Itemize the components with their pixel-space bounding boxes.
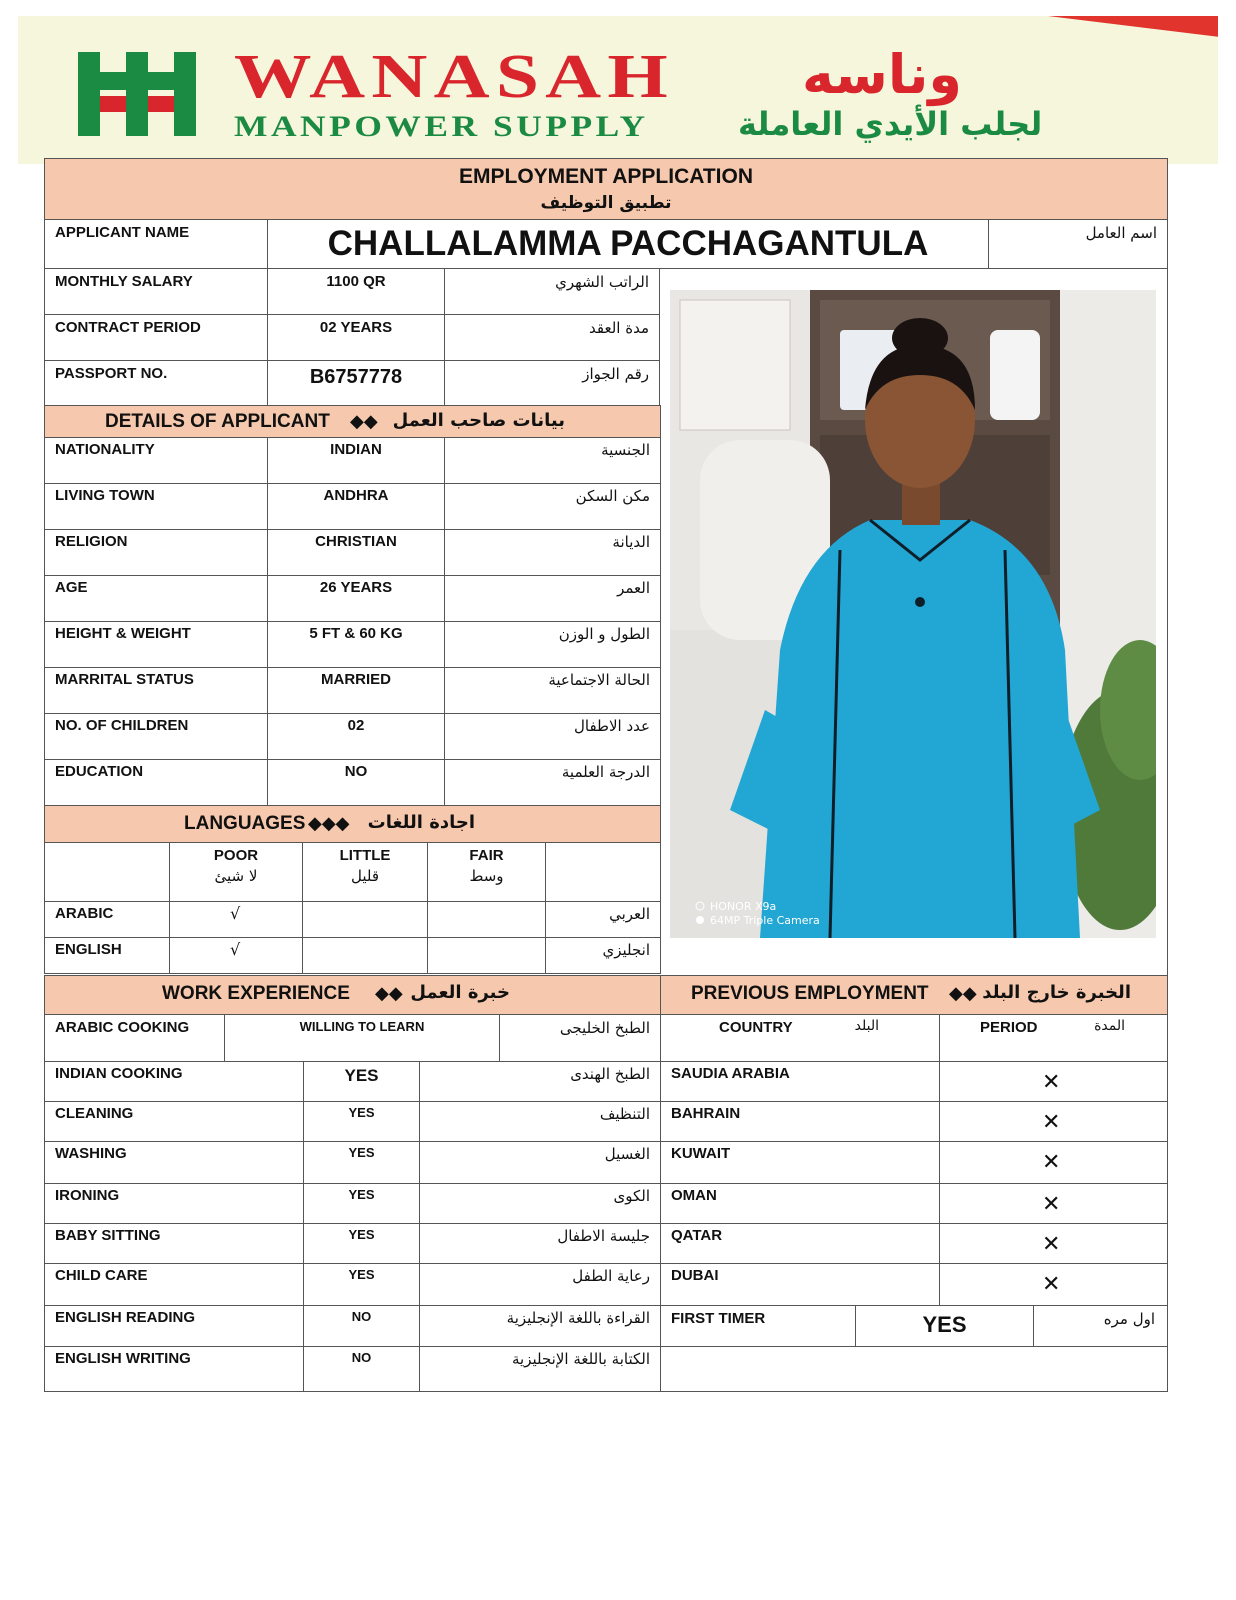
brand-name: WANASAH <box>234 43 674 111</box>
period-row-cell <box>939 1183 1168 1224</box>
first-timer-value-cell <box>855 1305 1034 1347</box>
detail-label-cell <box>44 621 268 668</box>
detail-label: AGE <box>55 579 88 596</box>
detail-label-arabic: الحالة الاجتماعية <box>548 671 650 689</box>
period-row-cell <box>939 1101 1168 1142</box>
period-row-cell <box>939 1263 1168 1306</box>
work-row-label-ar-cell <box>499 1014 661 1062</box>
detail-label-cell <box>44 483 268 530</box>
work-experience-title-arabic: خبرة العمل <box>410 982 510 1003</box>
detail-label-arabic: الديانة <box>612 533 650 551</box>
language-row-cell <box>545 901 661 938</box>
detail-label-cell <box>44 759 268 806</box>
country-name: KUWAIT <box>671 1145 731 1162</box>
period-row-cell <box>939 1141 1168 1184</box>
detail-label-cell <box>44 437 268 484</box>
detail-label: RELIGION <box>55 533 128 550</box>
work-row-value-cell <box>303 1101 420 1142</box>
detail-value: 5 FT & 60 KG <box>309 625 403 642</box>
language-row-cell <box>302 901 428 938</box>
brand-name-arabic: وناسه <box>802 43 962 106</box>
checkmark-icon: √ <box>230 904 241 923</box>
language-name-arabic: انجليزي <box>602 941 650 959</box>
period-row-cell <box>939 1061 1168 1102</box>
language-row-cell <box>545 937 661 974</box>
detail-label: NATIONALITY <box>55 441 155 458</box>
work-row-label-cell <box>44 1263 304 1306</box>
country-row-cell <box>660 1141 940 1184</box>
work-skill-label-arabic: رعاية الطفل <box>572 1267 650 1285</box>
info-label-cell <box>44 360 268 407</box>
camera-watermark-line2: 64MP Triple Camera <box>710 914 820 927</box>
work-row-label-ar-cell <box>419 1305 661 1347</box>
language-level: POOR <box>213 847 259 864</box>
language-level-header-cell <box>427 842 546 902</box>
applicant-name-cell <box>267 219 989 269</box>
language-row-cell <box>427 937 546 974</box>
work-skill-label-arabic: القراءة باللغة الإنجليزية <box>506 1309 650 1327</box>
work-row-label-cell <box>44 1141 304 1184</box>
work-row-label-ar-cell <box>419 1101 661 1142</box>
work-row-label-cell <box>44 1305 304 1347</box>
country-name: SAUDIA ARABIA <box>671 1065 790 1082</box>
detail-value-cell <box>267 437 445 484</box>
work-skill-value: NO <box>351 1309 372 1324</box>
form-title-bar <box>44 158 1168 220</box>
work-row-label-ar-cell <box>419 1061 661 1102</box>
cross-icon: ✕ <box>1042 1192 1061 1217</box>
language-level-arabic: لا شيئ <box>214 867 258 885</box>
work-row-label-cell <box>44 1101 304 1142</box>
detail-value-cell <box>267 621 445 668</box>
diamond-icon: ◆◆ <box>375 983 403 1004</box>
previous-employment-title-arabic: الخبرة خارج البلد <box>982 982 1131 1003</box>
applicant-name: CHALLALAMMA PACCHAGANTULA <box>327 224 929 263</box>
diamond-icon: ◆◆ <box>350 411 378 432</box>
detail-label: MARRITAL STATUS <box>55 671 194 688</box>
first-timer-label-arabic: اول مره <box>1103 1310 1155 1328</box>
info-value: B6757778 <box>309 366 403 388</box>
detail-label-cell <box>44 529 268 576</box>
info-value: 02 YEARS <box>319 319 393 336</box>
country-name: OMAN <box>671 1187 717 1204</box>
language-level: LITTLE <box>339 847 391 864</box>
detail-value: 02 <box>347 717 365 734</box>
detail-label-cell <box>44 667 268 714</box>
first-timer-label-ar-cell <box>1033 1305 1168 1347</box>
work-row-label-cell <box>44 1223 304 1264</box>
info-label: CONTRACT PERIOD <box>55 319 201 336</box>
detail-label-arabic: عدد الاطفال <box>574 717 650 735</box>
cross-icon: ✕ <box>1042 1110 1061 1135</box>
language-row-cell <box>427 901 546 938</box>
work-skill-label: WASHING <box>55 1145 127 1162</box>
applicant-name-label-cell <box>44 219 268 269</box>
banner-red-stripe <box>1048 16 1218 38</box>
detail-label-ar-cell <box>444 529 661 576</box>
work-row-value-cell <box>303 1305 420 1347</box>
detail-label-ar-cell <box>444 575 661 622</box>
detail-label-ar-cell <box>444 759 661 806</box>
info-label-ar-cell <box>444 314 660 361</box>
detail-value: INDIAN <box>330 441 382 458</box>
info-label-ar-cell <box>444 268 660 315</box>
work-row-label-cell <box>44 1183 304 1224</box>
work-skill-value: YES <box>348 1187 375 1202</box>
detail-value: CHRISTIAN <box>315 533 397 550</box>
language-name: ENGLISH <box>55 941 122 958</box>
work-skill-label-arabic: الغسيل <box>604 1145 650 1163</box>
country-row-cell <box>660 1183 940 1224</box>
info-value: 1100 QR <box>326 273 386 290</box>
detail-label-ar-cell <box>444 667 661 714</box>
language-name: ARABIC <box>55 905 114 922</box>
language-row-cell <box>44 937 170 974</box>
work-skill-value: YES <box>344 1066 379 1085</box>
work-row-value-cell <box>303 1061 420 1102</box>
work-experience-header <box>44 975 661 1015</box>
language-name-arabic: العربي <box>609 905 650 923</box>
diamond-icon: ◆◆◆ <box>308 813 350 834</box>
info-label-arabic: مدة العقد <box>589 319 649 337</box>
cross-icon: ✕ <box>1042 1150 1061 1175</box>
work-row-label-cell <box>44 1346 304 1392</box>
language-level-arabic: قليل <box>350 867 380 885</box>
checkmark-icon: √ <box>230 940 241 959</box>
country-row-cell <box>660 1263 940 1306</box>
languages-header <box>44 805 661 843</box>
country-col-label-arabic: البلد <box>854 1018 879 1034</box>
brand-subtitle-arabic: لجلب الأيدي العاملة <box>738 105 1043 143</box>
work-skill-label: IRONING <box>55 1187 120 1204</box>
detail-value: 26 YEARS <box>319 579 393 596</box>
first-timer-label-cell <box>660 1305 856 1347</box>
work-skill-label: ENGLISH READING <box>55 1309 196 1326</box>
info-label-arabic: رقم الجواز <box>582 365 649 383</box>
work-skill-label: CHILD CARE <box>55 1267 148 1284</box>
info-label: MONTHLY SALARY <box>55 273 193 290</box>
brand-subtitle: MANPOWER SUPPLY <box>234 110 649 143</box>
work-skill-label: BABY SITTING <box>55 1227 161 1244</box>
details-header <box>44 405 661 438</box>
work-skill-value: YES <box>348 1227 375 1242</box>
work-row-label-cell <box>44 1014 225 1062</box>
details-title: DETAILS OF APPLICANT <box>105 411 330 432</box>
country-name: DUBAI <box>671 1267 719 1284</box>
work-skill-value: YES <box>348 1267 375 1282</box>
work-skill-label-arabic: الكوى <box>613 1187 650 1205</box>
form-title-arabic: تطبيق التوظيف <box>540 193 672 213</box>
country-row-cell <box>660 1223 940 1264</box>
company-logo-icon <box>78 52 218 136</box>
work-skill-value: WILLING TO LEARN <box>299 1019 425 1034</box>
details-title-arabic: بيانات صاحب العمل <box>392 410 565 431</box>
work-row-label-ar-cell <box>419 1223 661 1264</box>
previous-employment-title: PREVIOUS EMPLOYMENT <box>691 983 929 1004</box>
applicant-name-label-arabic: اسم العامل <box>1085 224 1157 242</box>
company-banner <box>18 16 1218 164</box>
country-name: QATAR <box>671 1227 723 1244</box>
work-skill-label-arabic: الطبخ الهندى <box>570 1065 650 1083</box>
applicant-name-label-ar-cell <box>988 219 1168 269</box>
applicant-photo <box>670 290 1156 938</box>
info-label: PASSPORT NO. <box>55 365 168 382</box>
work-row-label-ar-cell <box>419 1263 661 1306</box>
work-row-label-ar-cell <box>419 1183 661 1224</box>
period-row-cell <box>939 1223 1168 1264</box>
work-row-label-cell <box>44 1061 304 1102</box>
info-label-ar-cell <box>444 360 660 407</box>
first-timer-value: YES <box>922 1312 967 1337</box>
work-skill-label-arabic: التنظيف <box>599 1105 650 1123</box>
work-row-label-ar-cell <box>419 1141 661 1184</box>
detail-value: MARRIED <box>321 671 391 688</box>
languages-title-arabic: اجادة اللغات <box>367 812 475 833</box>
detail-label-arabic: العمر <box>617 579 650 597</box>
languages-title: LANGUAGES <box>184 813 306 834</box>
detail-label-ar-cell <box>444 483 661 530</box>
period-col-label: PERIOD <box>980 1019 1038 1036</box>
language-level: FAIR <box>469 847 504 864</box>
work-skill-value: NO <box>351 1350 372 1365</box>
work-skill-label: CLEANING <box>55 1105 134 1122</box>
work-experience-title: WORK EXPERIENCE <box>162 983 350 1004</box>
previous-employment-header <box>660 975 1168 1015</box>
work-row-value-cell <box>303 1141 420 1184</box>
work-skill-value: YES <box>348 1105 375 1120</box>
detail-label-arabic: مكن السكن <box>575 487 650 505</box>
language-row-cell <box>169 901 303 938</box>
detail-label-cell <box>44 713 268 760</box>
cross-icon: ✕ <box>1042 1232 1061 1257</box>
work-row-value-cell <box>224 1014 500 1062</box>
detail-label-ar-cell <box>444 437 661 484</box>
language-level-header-cell <box>169 842 303 902</box>
work-row-value-cell <box>303 1263 420 1306</box>
language-row-cell <box>169 937 303 974</box>
work-skill-label-arabic: الطبخ الخليجى <box>559 1019 650 1037</box>
applicant-name-label: APPLICANT NAME <box>55 224 190 241</box>
info-label-cell <box>44 314 268 361</box>
detail-label: NO. OF CHILDREN <box>55 717 189 734</box>
country-row-cell <box>660 1101 940 1142</box>
blank-cell <box>660 1346 1168 1392</box>
detail-value-cell <box>267 483 445 530</box>
cross-icon: ✕ <box>1042 1272 1061 1297</box>
country-name: BAHRAIN <box>671 1105 741 1122</box>
country-row-cell <box>660 1061 940 1102</box>
detail-value: NO <box>344 763 368 780</box>
info-label-cell <box>44 268 268 315</box>
first-timer-label: FIRST TIMER <box>671 1310 766 1327</box>
detail-label-ar-cell <box>444 713 661 760</box>
language-row-cell <box>302 937 428 974</box>
detail-label-cell <box>44 575 268 622</box>
info-label-arabic: الراتب الشهري <box>555 273 649 291</box>
work-skill-label-arabic: جليسة الاطفال <box>557 1227 650 1245</box>
detail-value: ANDHRA <box>323 487 389 504</box>
detail-label-arabic: الطول و الوزن <box>558 625 650 643</box>
work-row-value-cell <box>303 1223 420 1264</box>
detail-label: LIVING TOWN <box>55 487 155 504</box>
work-skill-label-arabic: الكتابة باللغة الإنجليزية <box>512 1350 650 1368</box>
work-skill-label: INDIAN COOKING <box>55 1065 183 1082</box>
country-col-label: COUNTRY <box>719 1019 793 1036</box>
language-level-header-cell <box>545 842 661 902</box>
work-row-value-cell <box>303 1183 420 1224</box>
detail-label: HEIGHT & WEIGHT <box>55 625 191 642</box>
detail-value-cell <box>267 667 445 714</box>
language-level-header-cell <box>302 842 428 902</box>
cross-icon: ✕ <box>1042 1070 1061 1095</box>
detail-label-arabic: الدرجة العلمية <box>561 763 650 781</box>
work-skill-label: ENGLISH WRITING <box>55 1350 191 1367</box>
detail-value-cell <box>267 575 445 622</box>
detail-label-arabic: الجنسية <box>601 441 650 459</box>
work-skill-value: YES <box>348 1145 375 1160</box>
info-value-cell <box>267 360 445 407</box>
form-title: EMPLOYMENT APPLICATION <box>459 165 753 188</box>
detail-value-cell <box>267 759 445 806</box>
diamond-icon: ◆◆ <box>949 983 977 1004</box>
info-value-cell <box>267 314 445 361</box>
detail-label: EDUCATION <box>55 763 144 780</box>
work-row-label-ar-cell <box>419 1346 661 1392</box>
work-row-value-cell <box>303 1346 420 1392</box>
period-col-header <box>939 1014 1168 1062</box>
language-level-header-cell <box>44 842 170 902</box>
work-skill-label: ARABIC COOKING <box>55 1019 190 1036</box>
period-col-label-arabic: المدة <box>1094 1018 1125 1034</box>
camera-watermark-line1: HONOR X9a <box>710 900 777 913</box>
detail-label-ar-cell <box>444 621 661 668</box>
language-row-cell <box>44 901 170 938</box>
country-col-header <box>660 1014 940 1062</box>
detail-value-cell <box>267 529 445 576</box>
info-value-cell <box>267 268 445 315</box>
detail-value-cell <box>267 713 445 760</box>
language-level-arabic: وسط <box>469 867 504 885</box>
